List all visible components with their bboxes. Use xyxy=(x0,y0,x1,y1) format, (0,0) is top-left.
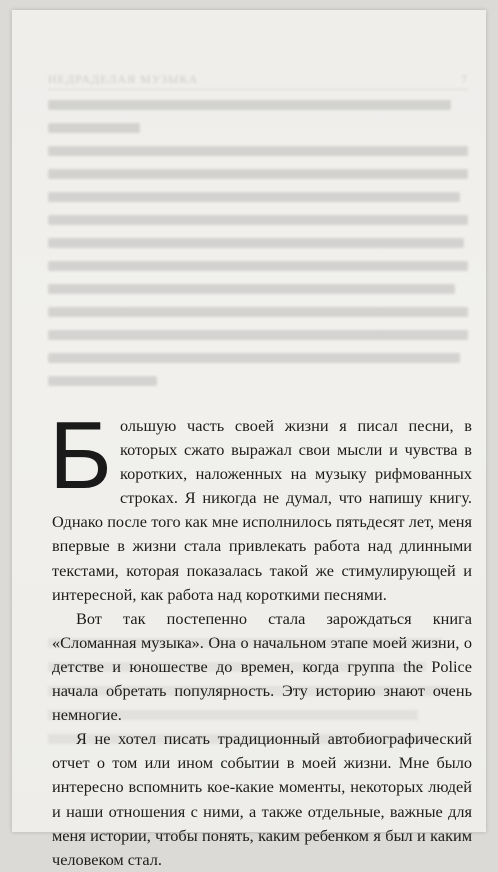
paragraph-2: Вот так постепенно стала зарождаться книга «Сломанная музыка». Она о начальном этапе моей жизни, о детстве и юношестве до времен, когда группа the Police начала обретать популярность. Эту историю знают очень немногие. xyxy=(52,608,472,725)
show-through-line xyxy=(48,376,157,386)
book-page xyxy=(12,10,486,869)
paragraph-3: Я не хотел писать традиционный автобиографический отчет о том или ином событии в моей жизни. Мне было интересно вспомнить кое-какие моменты, некоторых людей и наши отношения с ними, а также отдельные, важные для меня истории, чтобы понять, каким ребенком я был и каким человеком стал. xyxy=(52,729,472,869)
show-through-line xyxy=(48,261,468,271)
show-through-line xyxy=(48,353,460,363)
paragraph-1 xyxy=(49,402,472,607)
show-through-text xyxy=(48,72,468,402)
show-through-header xyxy=(48,72,468,90)
show-through-line xyxy=(48,307,468,317)
show-through-page-number: 7 xyxy=(461,72,468,86)
show-through-line xyxy=(48,123,140,133)
show-through-line xyxy=(48,169,468,179)
show-through-line xyxy=(48,238,464,248)
show-through-line xyxy=(48,146,468,156)
show-through-line xyxy=(48,284,455,294)
show-through-line xyxy=(48,330,468,340)
show-through-title: НЕДРАДЕЛАЯ МУЗЫКА xyxy=(48,72,199,86)
show-through-line xyxy=(48,192,460,202)
main-text xyxy=(49,402,472,872)
show-through-line xyxy=(48,100,451,110)
show-through-line xyxy=(48,215,468,225)
paragraph-1-text: ольшую часть своей жизни я писал песни, в которых сжато выражал свои мысли и чувства в коротких, наложенных на музыку рифмованных строках. Я никогда не думал, что напишу книгу. Однако после того как мне исполнилось пятьдесят лет, меня впервые в жизни стала привлекать работа над длинными текстами, которая показалась такой же стимулирующей и интересной, как работа над короткими песнями. xyxy=(52,416,472,604)
drop-cap: Б xyxy=(49,402,112,509)
